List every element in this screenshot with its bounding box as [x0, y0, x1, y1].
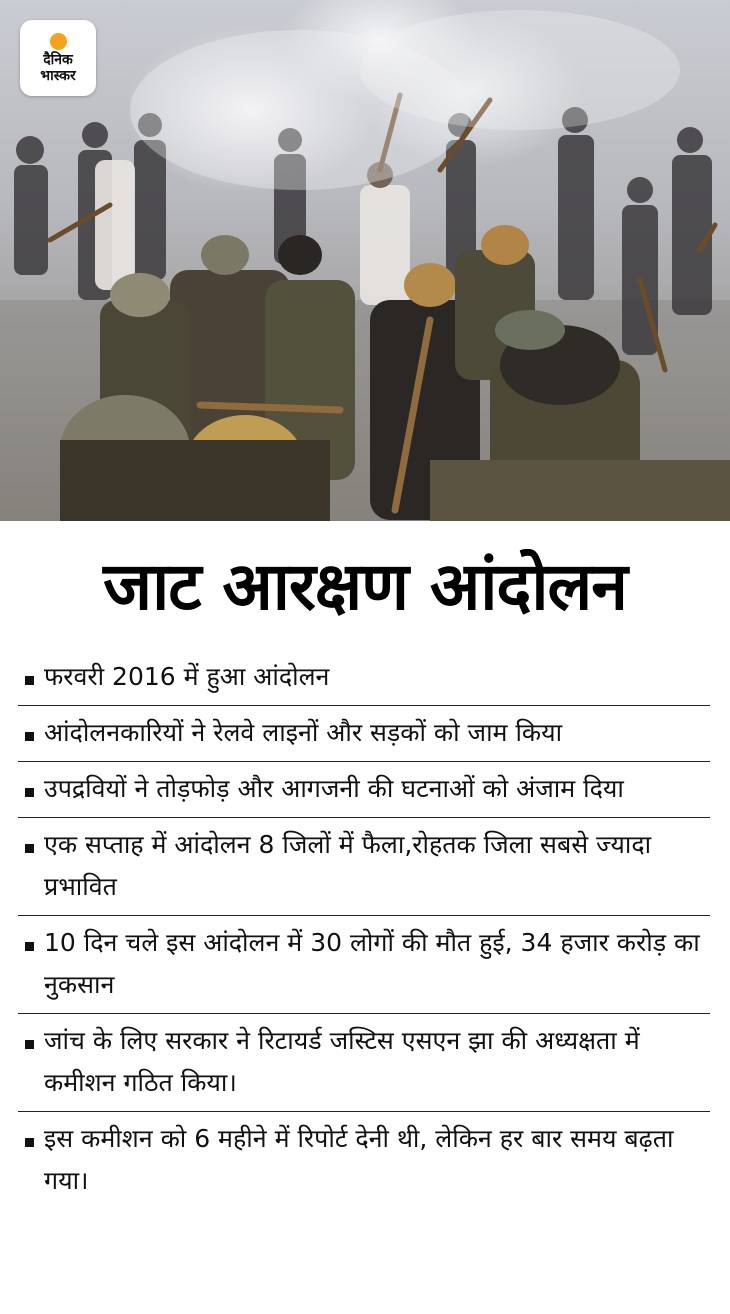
list-item: [18, 1111, 710, 1209]
dainik-bhaskar-logo: [20, 20, 96, 96]
list-item-text: इस कमीशन को 6 महीने में रिपोर्ट देनी थी, लेकिन हर बार समय बढ़ता गया।: [44, 1124, 674, 1195]
crowd-scene-illustration: [0, 0, 730, 521]
square-bullet-icon: [25, 942, 34, 951]
list-item-text: आंदोलनकारियों ने रेलवे लाइनों और सड़कों को जाम किया: [44, 718, 563, 747]
list-item-text: फरवरी 2016 में हुआ आंदोलन: [44, 662, 330, 691]
fact-list: [18, 646, 710, 1209]
list-item: [18, 646, 710, 705]
list-item: [18, 817, 710, 915]
list-item: [18, 705, 710, 761]
logo-text-line2: भास्कर: [40, 67, 76, 84]
square-bullet-icon: [25, 676, 34, 685]
list-item-text: उपद्रवियों ने तोड़फोड़ और आगजनी की घटनाओं को अंजाम दिया: [44, 774, 624, 803]
square-bullet-icon: [25, 788, 34, 797]
list-item: [18, 1013, 710, 1111]
square-bullet-icon: [25, 1138, 34, 1147]
logo-sun-icon: [50, 33, 67, 50]
square-bullet-icon: [25, 844, 34, 853]
headline: जाट आरक्षण आंदोलन: [103, 547, 627, 625]
list-item-text: एक सप्ताह में आंदोलन 8 जिलों में फैला,रोहतक जिला सबसे ज्यादा प्रभावित: [44, 830, 652, 901]
list-item: [18, 761, 710, 817]
square-bullet-icon: [25, 732, 34, 741]
list-item-text: जांच के लिए सरकार ने रिटायर्ड जस्टिस एसएन झा की अध्यक्षता में कमीशन गठित किया।: [44, 1026, 640, 1097]
protest-photo: [0, 0, 730, 521]
logo-text-line1: दैनिक: [43, 51, 73, 68]
list-item-text: 10 दिन चले इस आंदोलन में 30 लोगों की मौत हुई, 34 हजार करोड़ का नुकसान: [44, 928, 700, 999]
square-bullet-icon: [25, 1040, 34, 1049]
list-item: [18, 915, 710, 1013]
